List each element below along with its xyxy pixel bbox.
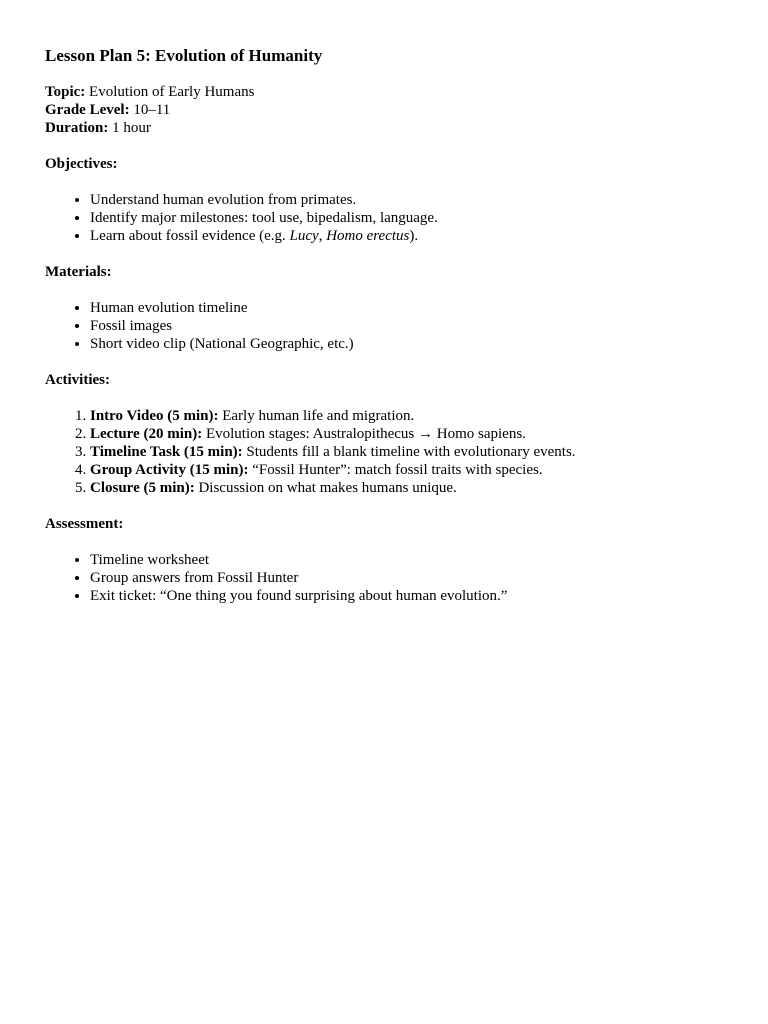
- fossil-name-homo-erectus: Homo erectus: [326, 228, 410, 244]
- objective-separator: ,: [318, 228, 327, 244]
- assessment-list: [45, 551, 725, 605]
- activity-text: Early human life and migration.: [218, 408, 415, 424]
- topic-line: [45, 83, 725, 101]
- list-item: • Short video clip (National Geographic, etc.): [90, 335, 725, 353]
- activity-text: Students fill a blank timeline with evolutionary events.: [242, 444, 576, 460]
- list-item: • Group answers from Fossil Hunter: [90, 569, 725, 587]
- materials-list: [45, 299, 725, 353]
- list-item: • Human evolution timeline: [90, 299, 725, 317]
- assessment-heading: Assessment:: [45, 516, 124, 532]
- list-item: [90, 227, 725, 245]
- page-title: Lesson Plan 5: Evolution of Humanity: [45, 46, 323, 65]
- list-item: [90, 461, 725, 479]
- objective-text: Learn about fossil evidence (e.g.: [90, 228, 290, 244]
- objectives-list: [45, 191, 725, 245]
- list-item: • Fossil images: [90, 317, 725, 335]
- activities-heading: Activities:: [45, 372, 110, 388]
- list-item: • Timeline worksheet: [90, 551, 725, 569]
- objective-suffix: ).: [409, 228, 419, 244]
- activity-label: Closure (5 min):: [90, 480, 195, 496]
- activity-label: Lecture (20 min):: [90, 426, 203, 442]
- list-item: • Identify major milestones: tool use, bipedalism, language.: [90, 209, 725, 227]
- activity-label: Intro Video (5 min):: [90, 408, 219, 424]
- list-item: • Exit ticket: “One thing you found surprising about human evolution.”: [90, 587, 725, 605]
- list-item: [90, 425, 725, 443]
- grade-value: 10–11: [129, 102, 171, 118]
- materials-heading: Materials:: [45, 264, 112, 280]
- lesson-meta: [45, 83, 725, 137]
- list-item: [90, 443, 725, 461]
- activities-list: [45, 407, 725, 497]
- activity-label: Group Activity (15 min):: [90, 462, 249, 478]
- list-item: • Understand human evolution from primates.: [90, 191, 725, 209]
- duration-value: 1 hour: [108, 120, 151, 136]
- list-item: [90, 407, 725, 425]
- topic-value: Evolution of Early Humans: [85, 84, 255, 100]
- duration-label: Duration:: [45, 120, 109, 136]
- fossil-name-lucy: Lucy: [289, 228, 319, 244]
- activity-label: Timeline Task (15 min):: [90, 444, 243, 460]
- list-item: [90, 479, 725, 497]
- activity-text: Evolution stages: Australopithecus → Homo sapiens.: [202, 426, 526, 442]
- topic-label: Topic:: [45, 84, 86, 100]
- duration-line: [45, 119, 725, 137]
- activity-text: Discussion on what makes humans unique.: [194, 480, 457, 496]
- activity-text: “Fossil Hunter”: match fossil traits with species.: [248, 462, 543, 478]
- document-page: [45, 44, 725, 623]
- grade-label: Grade Level:: [45, 102, 130, 118]
- objectives-heading: Objectives:: [45, 156, 118, 172]
- grade-line: [45, 101, 725, 119]
